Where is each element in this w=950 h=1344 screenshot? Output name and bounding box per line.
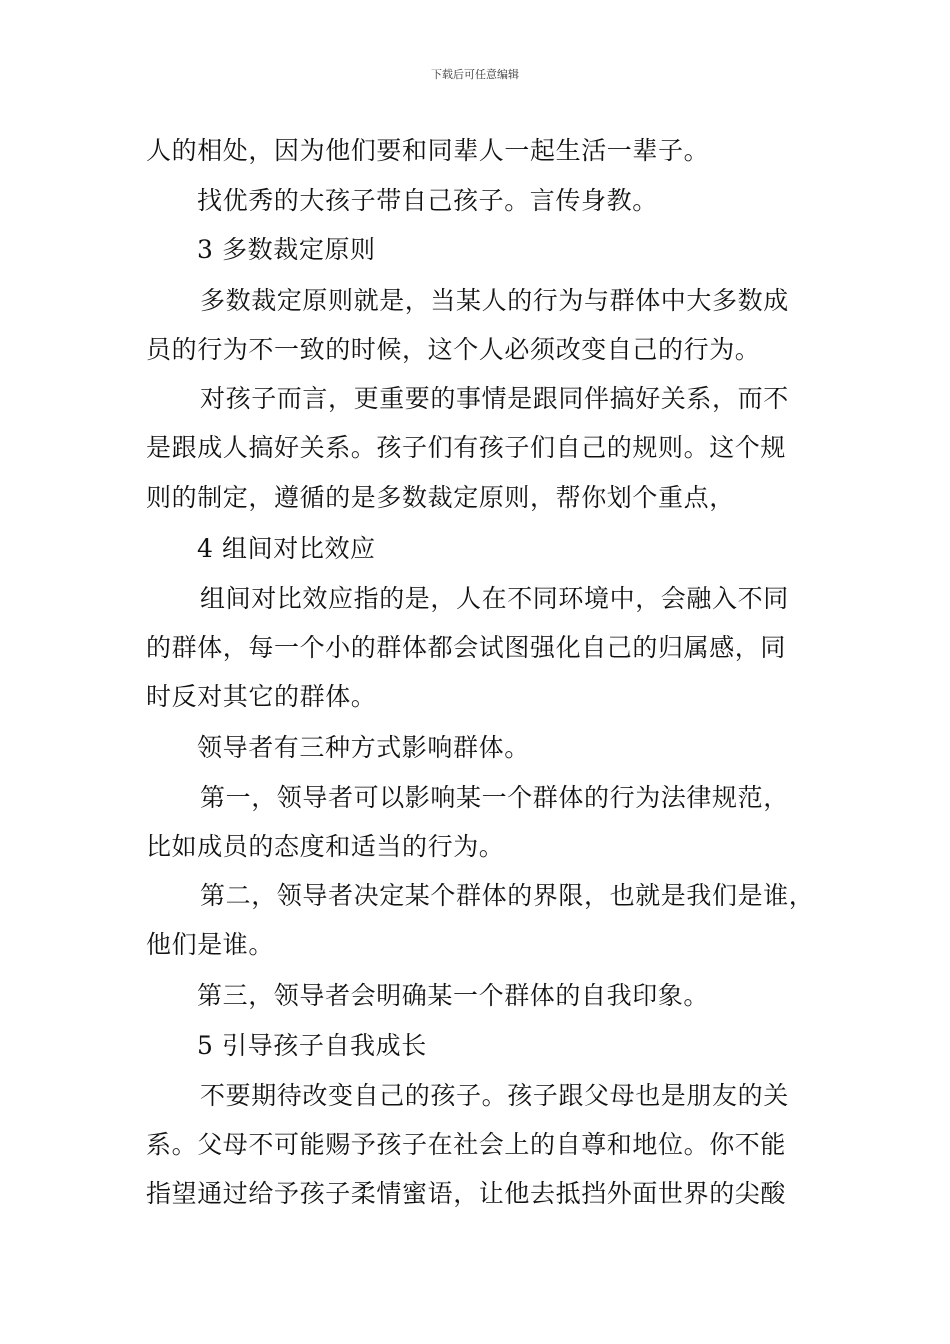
section-heading: 4 组间对比效应 [197,534,376,563]
text-line: 第三，领导者会明确某一个群体的自我印象。 [197,981,710,1010]
text-line: 找优秀的大孩子带自己孩子。言传身教。 [197,186,658,215]
text-line: 系。父母不可能赐予孩子在社会上的自尊和地位。你不能 [146,1130,787,1159]
text-line: 的群体，每一个小的群体都会试图强化自己的归属感，同 [146,633,787,662]
text-line: 员的行为不一致的时候，这个人必须改变自己的行为。 [146,335,761,364]
text-line: 比如成员的态度和适当的行为。 [146,832,505,861]
text-line: 不要期待改变自己的孩子。孩子跟父母也是朋友的关 [200,1081,789,1110]
text-line: 组间对比效应指的是，人在不同环境中，会融入不同 [200,584,789,613]
text-line: 多数裁定原则就是，当某人的行为与群体中大多数成 [200,286,789,315]
text-line: 第一，领导者可以影响某一个群体的行为法律规范， [200,783,789,812]
text-line: 是跟成人搞好关系。孩子们有孩子们自己的规则。这个规 [146,433,787,462]
text-line: 他们是谁。 [146,930,275,959]
text-line: 则的制定，遵循的是多数裁定原则，帮你划个重点， [146,483,735,512]
text-line: 时反对其它的群体。 [146,682,377,711]
section-heading: 3 多数裁定原则 [197,235,376,264]
text-line: 第二，领导者决定某个群体的界限，也就是我们是谁， [200,881,815,910]
page-header: 下载后可任意编辑 [431,68,519,81]
text-line: 人的相处，因为他们要和同辈人一起生活一辈子。 [146,136,710,165]
text-line: 对孩子而言，更重要的事情是跟同伴搞好关系，而不 [200,384,789,413]
section-heading: 5 引导孩子自我成长 [197,1031,427,1060]
text-line: 指望通过给予孩子柔情蜜语，让他去抵挡外面世界的尖酸 [146,1179,787,1208]
text-line: 领导者有三种方式影响群体。 [197,733,530,762]
